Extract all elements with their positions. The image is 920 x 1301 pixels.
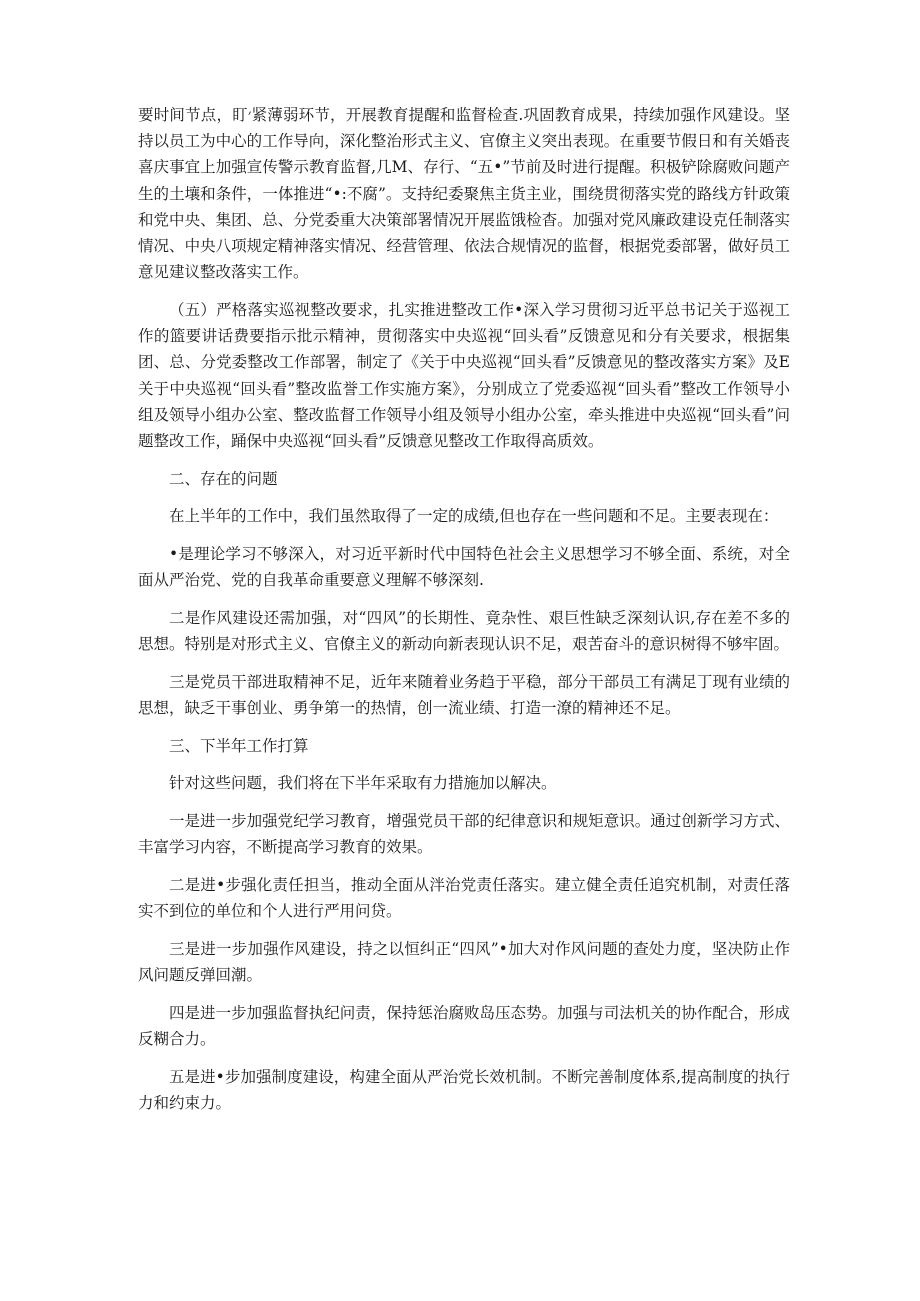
paragraph-problem-2: 二是作风建设还需加强，对“四风”的长期性、竟杂性、艰巨性缺乏深刻认识,存在差不多的思想。特别是对形式主义、官僚主义的新动向新表现认识不足，艰苦奋斗的意识树得不够牢固。 [138, 608, 790, 654]
paragraph-problems-intro: 在上半年的工作中，我们虽然取得了一定的成绩,但也存在一些问题和不足。主要表现在： [169, 507, 779, 526]
paragraph-plan-1: 一是进一步加强党纪学习教育，增强党员干部的纪律意识和规矩意识。通过创新学习方式、丰富学习内容，不断提高学习教育的效果。 [138, 812, 790, 857]
section-heading-plans: 三、下半年工作打算 [169, 736, 309, 755]
paragraph-plan-2: 二是进•步强化责任担当，推动全面从泮治党责任落实。建立健全责任追究机制，对责任落实不到位的单位和个人进行严用问贷。 [138, 876, 790, 921]
paragraph-problem-1: •是理论学习不够深入，对习近平新时代中国特色社会主义思想学习不够全面、系统，对全面从严治党、党的自我革命重要意义理解不够深刻. [138, 545, 790, 590]
document-page [138, 102, 790, 1128]
paragraph-inspection-rectification: （五）严格落实巡视整改要求，扎实推进整改工作•深入学习贯彻习近平总书记关于巡视工作的篮要讲话费要指示批示精神，贯彻落实中央巡视“回头看”反馈意见和分有关要求，根据集团、总、分党委整改工作部署，制定了《关于中央巡视“回头看”反馈意见的整改落实方案》及E关于中央巡视“回头看”整改监誉工作实施方案》，分别成立了党委巡视“回头看”整改工作领导小组及领导小组办公室、整改监督工作领导小组及领导小组办公室，牵头推进中央巡视“回头看”问题整改工作，踊保中央巡视“回头看”反馈意见整改工作取得高质效。 [138, 300, 790, 450]
paragraph-plan-4: 四是进一步加强监督执纪问责，保持惩治腐败岛压态势。加强与司法机关的协作配合，形成反糊合力。 [138, 1003, 790, 1049]
paragraph-problem-3: 三是党员干部进取精神不足，近年来随着业务趋于平稳，部分干部员工有满足丁现有业绩的思想，缺乏干事创业、勇争第一的热情，创一流业绩、打造一潦的精神还不足。 [138, 672, 790, 718]
paragraph-continuation: 要时间节点，盯׳紧薄弱环节，开展教育提醒和监督检查.巩固教育成果，持续加强作风建设。坚持以员工为中心的工作导向，深化整治形式主义、官僚主义突出表现。在重要节假日和有关婚丧喜庆事宜上加强宣传警示教育监督,几M、存行、“五•”节前及时进行提醒。积极铲除腐败问题产生的土壤和条件，一体推进“•:不腐”。支持纪委聚焦主货主业，围绕贯彻落实党的路线方针政策和党中央、集团、总、分党委重大决策部署情况开展监饿检杳。加强对党风廉政建设克任制落实情况、中央八项规定精神落实情况、经营管理、依法合规情况的监督，根据党委部署，做好员工意见建议整改落实工作。 [138, 106, 790, 282]
paragraph-plan-3: 三是进一步加强作风建设，持之以恒纠正“四风”•加大对作风问题的查处力度，坚决防止作风问题反弹回潮。 [138, 939, 790, 985]
paragraph-plans-intro: 针对这些问题，我们将在下半年采取有力措施加以解决。 [169, 774, 557, 793]
section-heading-problems: 二、存在的问题 [169, 469, 278, 488]
paragraph-plan-5: 五是进•步加强制度建设，构建全面从严治党长效机制。不断完善制度体系,提高制度的执行力和约束力。 [138, 1067, 790, 1112]
